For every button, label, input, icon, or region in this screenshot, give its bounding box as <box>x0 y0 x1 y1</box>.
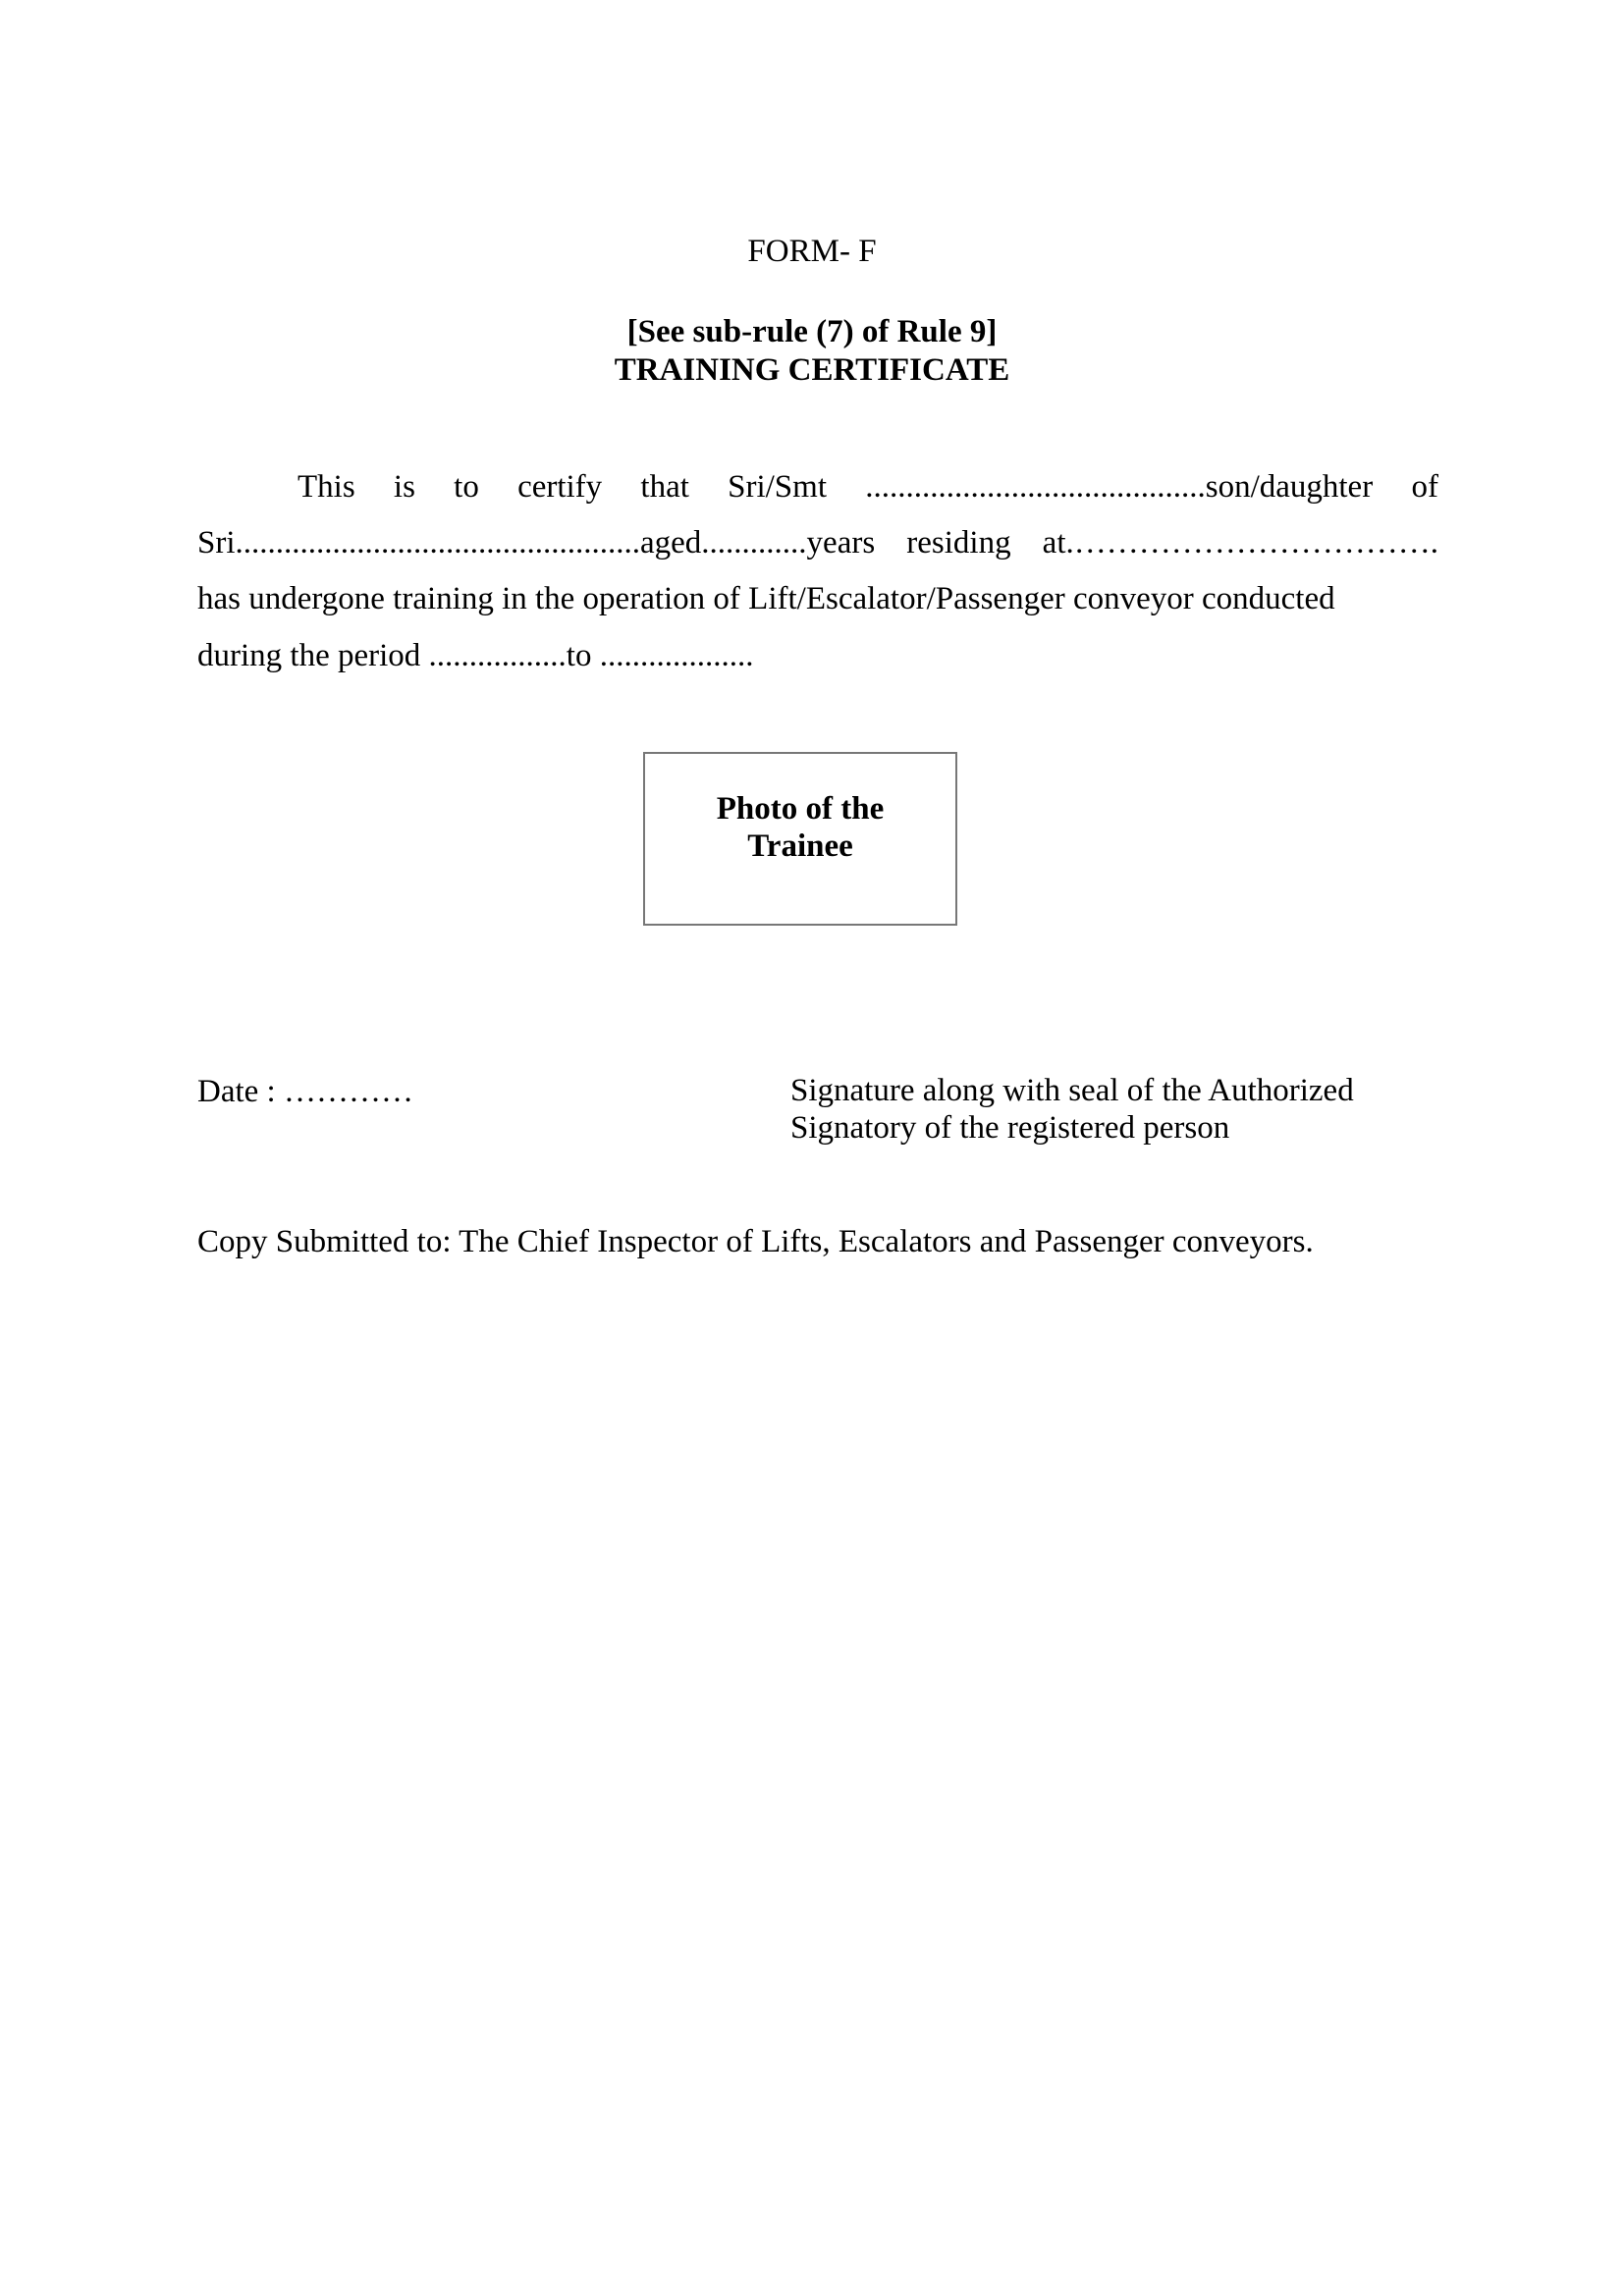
body-word: is <box>393 469 415 505</box>
signature-line-2: Signatory of the registered person <box>790 1110 1230 1146</box>
body-word: that <box>640 469 689 505</box>
photo-label-line-2: Trainee <box>747 828 853 864</box>
body-word: to <box>454 469 479 505</box>
certificate-title: TRAINING CERTIFICATE <box>614 352 1010 388</box>
date-field: Date : ………… <box>197 1074 413 1109</box>
form-label: FORM- F <box>747 234 877 269</box>
copy-submitted-to: Copy Submitted to: The Chief Inspector of Lifts, Escalators and Passenger conveyors. <box>197 1224 1314 1259</box>
body-word: This <box>298 469 355 505</box>
name-blank: ..........................................son/daughter <box>865 469 1374 505</box>
photo-label <box>645 790 955 865</box>
photo-placeholder <box>643 752 957 926</box>
body-word: certify <box>517 469 603 505</box>
signature-block <box>790 1072 1354 1147</box>
photo-label-line-1: Photo of the <box>716 791 885 827</box>
body-word: of <box>1411 469 1438 505</box>
address-blank: at.……………………………. <box>1042 525 1438 561</box>
period-line: during the period .................to ................... <box>197 638 754 673</box>
parent-age-blank: Sri..................................................aged.............years <box>197 525 876 561</box>
body-word: residing <box>906 525 1011 561</box>
rule-reference: [See sub-rule (7) of Rule 9] <box>626 314 998 349</box>
body-line-1 <box>298 467 1438 507</box>
body-line-3: has undergone training in the operation of Lift/Escalator/Passenger conveyor conducted <box>197 581 1335 616</box>
body-line-2 <box>197 523 1438 562</box>
body-word: Sri/Smt <box>728 469 827 505</box>
signature-line-1: Signature along with seal of the Authorized <box>790 1073 1354 1108</box>
